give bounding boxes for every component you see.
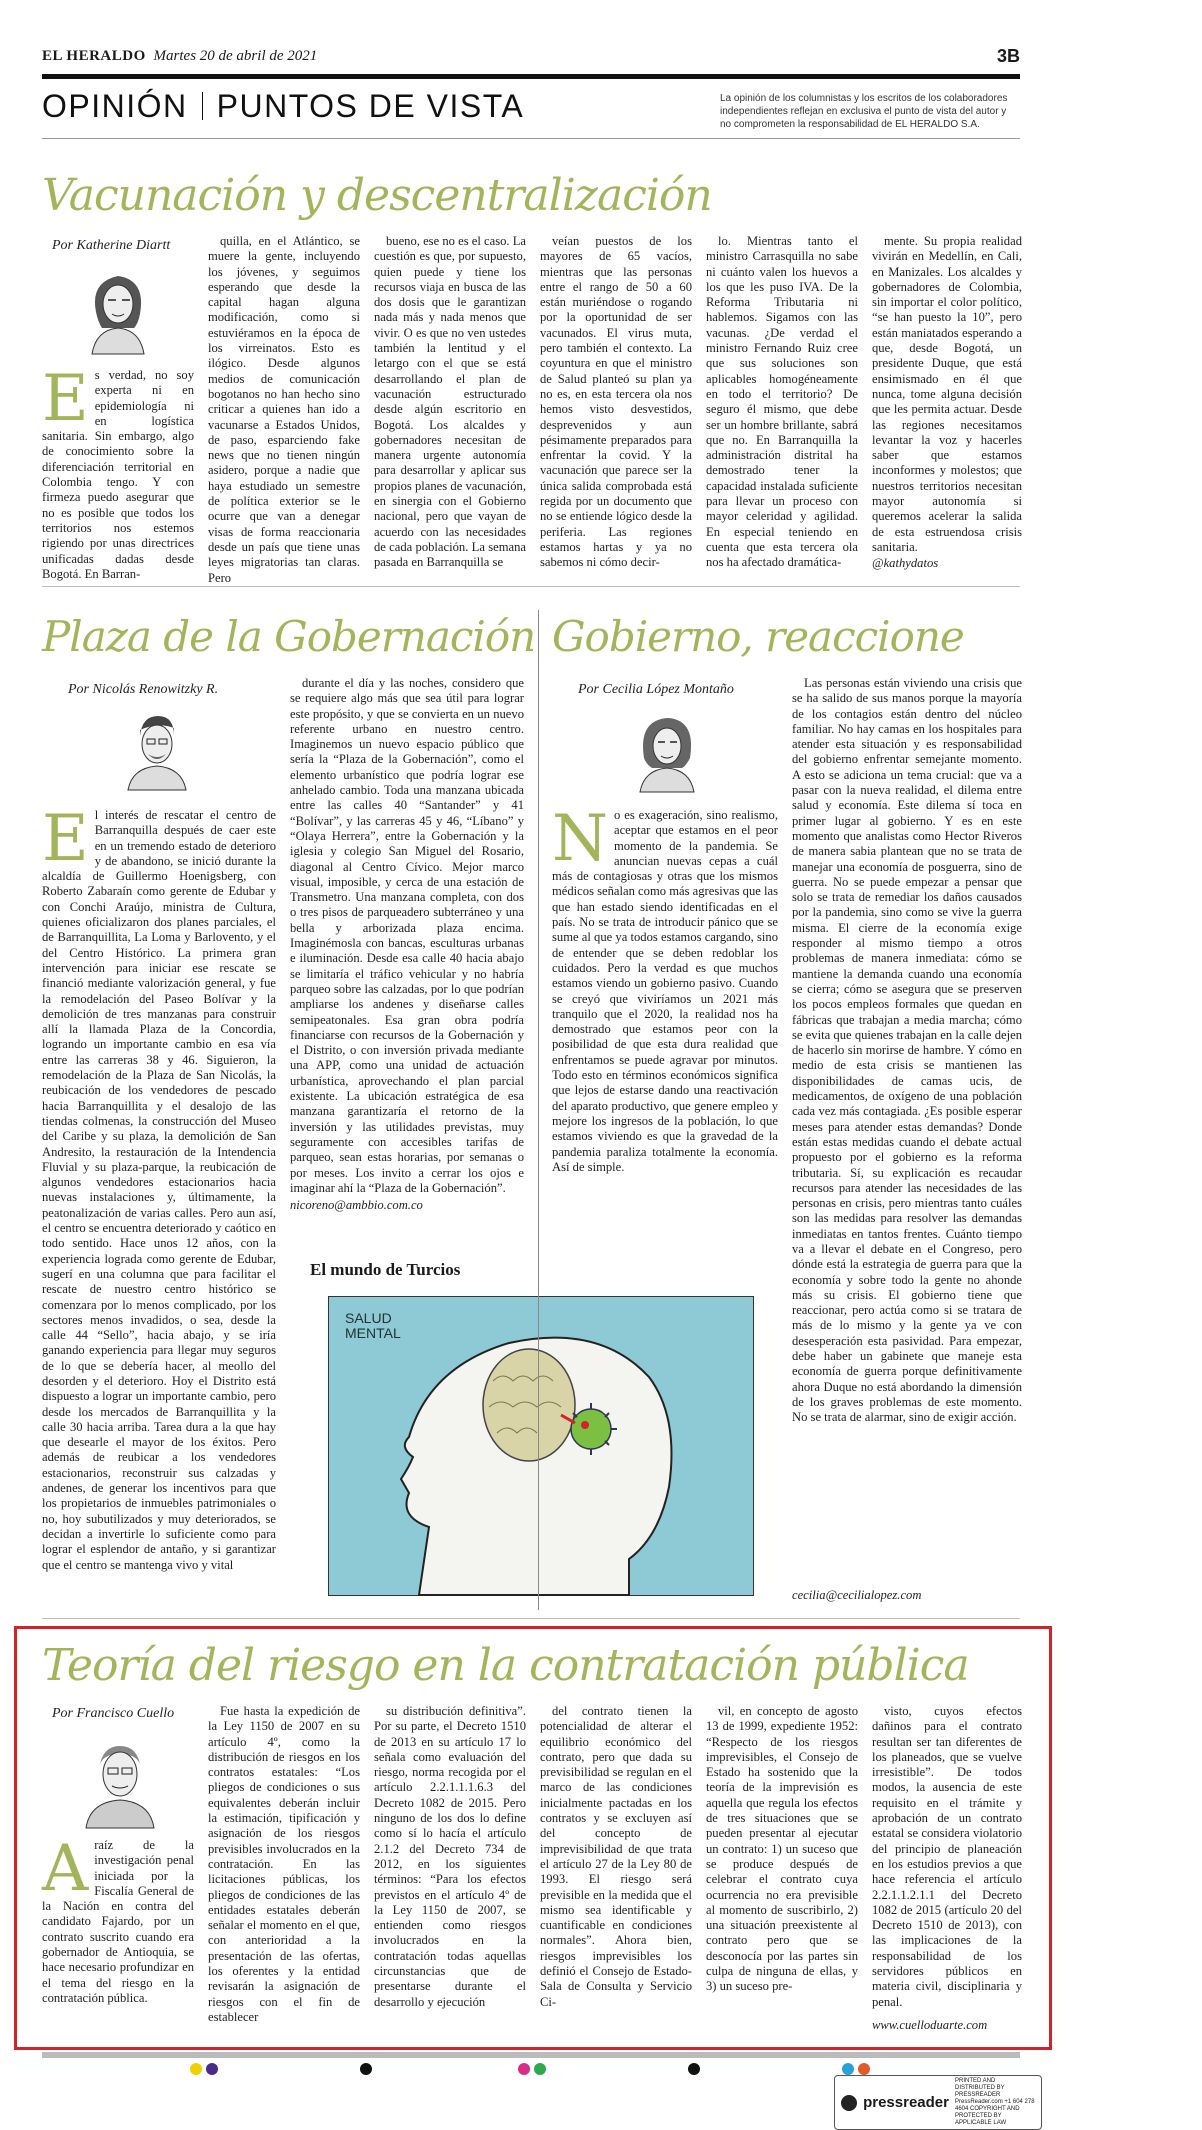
registration-mark (360, 2063, 372, 2075)
paper-name: EL HERALDO (42, 48, 146, 64)
woman-portrait-icon (78, 262, 158, 354)
page-number: 3B (996, 46, 1020, 66)
article-column (706, 234, 858, 568)
article-column (42, 362, 194, 581)
article-column (42, 802, 276, 1598)
registration-mark (190, 2063, 202, 2075)
cartoon-title: El mundo de Turcios (310, 1260, 461, 1279)
page-header (42, 46, 1020, 130)
column-text: l interés de rescatar el centro de Barranquilla después de caer este en un tremendo estado de deterioro y de abandono, se inició durante la alcaldía de Guillermo Hoenigsberg, con Roberto Zabaraín como gerente de Edubar y con Conchi Araújo, ministra de Cultura, quienes oficializaron dos planes parciales, el de Barranquillita, La Loma y Barlovento, y el del Centro Histórico. La primera gran intervención para iniciar ese rescate se financió mediante valorización general, y fue la remodelación del Paseo Bolívar y la demolición de tres manzanas para construir allí la llamada Plaza de la Concordia, logrando un importante cambio en esa vía entre las carreras 38 y 46. Siguieron, la remodelación de la Plaza de San Nicolás, la reubicación de los vendedores de pescado hacia Barranquillita y el desalojo de las tiendas colmenas, la construcción del Museo del Caribe y su plaza, la demolición de San Andresito, la restauración de la Intendencia Fluvial y su plaza-parque, la reubicación de algunos vendedores estacionarios hacia nuevas instalaciones y, últimamente, la peatonalización de varias calles. Pero aun así, el centro se encuentra deteriorado y caótico en todo sentido. Hace unos 12 años, con la experiencia lograda como gerente de Edubar, sugerí en una columna que para facilitar el rescate de nuestro centro histórico se comenzara por lo menos complicado, por los sectores menos invadidos, o sea, desde la calle 44 “Sello”, hacia abajo, y se iría ganando experiencia para llegar muy seguros de lo que se debería hacer, al meollo del desorden y el deterioro. Hoy el Distrito está dispuesto a lograr un importante cambio, pero desde los mercados de Barranquillita y la calle 30 hacia arriba. Tarea dura a la que hay que desearle el mayor de los éxitos. Pero además de reubicar a los vendedores estacionarios, reconstruir sus calzadas y andenes, de generar los incentivos para que los propietarios de inmuebles patrimoniales o no, hoy subutilizados y muy deteriorados, se decidan a invertirle lo suficiente como para lograr el esplendor de antaño, y si garantizar que el centro se mantenga vivo y vital (42, 808, 276, 1572)
author-portrait (628, 706, 706, 792)
pressreader-brand: pressreader (863, 2094, 949, 2111)
cartoon-label-line: MENTAL (345, 1325, 401, 1341)
section-separator (202, 92, 203, 120)
author-portrait (118, 706, 196, 790)
cartoon-label-line: SALUD (345, 1310, 392, 1326)
article-column (872, 234, 1022, 554)
author-signature: www.cuelloduarte.com (872, 2018, 988, 2032)
column-text: bueno, ese no es el caso. La cuestión es que, por supuesto, quien puede y tiene los recursos viaja en busca de las dos dosis que le garantizan nada más y nada menos que vivir. O es que no ven ustedes también la lentitud y el letargo con el que se está desarrollando el plan de vacunación estructurado desde algún escritorio en Bogotá. Los alcaldes y gobernadores necesitan de manera urgente autonomía para desarrollar y aplicar sus propios planes de vacunación, en sinergia con el Gobierno nacional, pero que vayan de acuerdo con las necesidades de cada población. La semana pasada en Barranquilla se (374, 234, 526, 570)
section-title (42, 88, 524, 125)
article-headline: Plaza de la Gobernación (42, 612, 536, 661)
column-text: quilla, en el Atlántico, se muere la gente, incluyendo los jóvenes, y seguimos esperando que desde la capital hagan alguna modificación, como si estuviéramos en la época de los virreinatos. Esto es ilógico. Desde algunos medios de comunicación bogotanos no han hecho sino criticar a quienes han ido a vacunarse a Estados Unidos, de paso, esparciendo fake news que no tienen ningún asidero, porque a nadie que haya estudiado un semestre de política exterior se le ocurre que van a denegar visas de forma reaccionaria desde un país que tiene unas leyes migratorias tan claras. Pero (208, 234, 360, 585)
section-name: OPINIÓN (42, 88, 188, 124)
article-headline: Teoría del riesgo en la contratación pública (42, 1640, 969, 1691)
registration-mark (206, 2063, 218, 2075)
article-column (540, 234, 692, 568)
top-rule (42, 74, 1020, 79)
author-portrait (78, 1730, 162, 1828)
article-column (290, 676, 524, 1195)
cartoon-image (328, 1296, 754, 1596)
article-column (706, 1704, 858, 2034)
article-column (374, 1704, 526, 2034)
article-byline: Por Nicolás Renowitzky R. (68, 682, 219, 697)
column-text: Las personas están viviendo una crisis que se ha salido de sus manos porque la mayoría de los contagios están dentro del núcleo familiar. No hay camas en los hospitales para atender esta situación y es responsabilidad del gobierno enfrentar semejante momento. A esto se adiciona un tema crucial: que va a pasar con la nueva realidad, el dilema entre salud y economía. Este dilema sí toca en primer lugar al gobierno. Y es en este momento que analistas como Hector Riveros de manera sabia plantean que no se trata de manejar una economía de posguerra, sino de guerra. No se puede empezar a pensar que solo se trata de remediar los daños causados por la pandemia, sino como se vive la guerra misma. El cierre de la economía exige responder al mismo tiempo a otros problemas de manera inmediata: cómo se mantiene la demanda cuando una economía se cierra; cómo se asegura que se preserven los pocos empleos formales que quedan en fábricas que trabajan a media marcha; cómo se evita que quienes trabajan en la calle dejen de hacerlo sin morirse de hambre. Y cómo en medio de esta crisis se mantienen las disponibilidades de camas ucis, de medicamentos, de oxígeno de una población cada vez más contagiada. ¿Es posible esperar meses para atender estas demandas? Donde están estas medidas cuando el debate actual propuesto por el gobierno es la reforma tributaria. Sí, su explicación es recaudar recursos para atender las necesidades de las personas en crisis, pero mientras tanto cuáles son las medidas para resolver las demandas inmediatas en tantos frentes. Cuánto tiempo va a llevar el debate en el Congreso, pero dónde está la estrategia de guerra para que la economía y sobre todo la gente no ahonde más su crisis. El gobierno tiene que reaccionar, pero actúa como si se tratara de más de lo mismo y la gente ya ve con desesperación esta pasividad. Para empezar, debe haber un gabinete que maneje esta economía de guerra porque definitivamente ahora Duque no está abordando la dimensión de los graves problemas de este momento. No se trata de alarmar, sino de exigir acción. (792, 676, 1022, 1425)
article-headline: Vacunación y descentralización (42, 170, 712, 221)
man-portrait-icon (118, 706, 196, 790)
column-text: durante el día y las noches, considero que se requiere algo más que sea útil para lograr este propósito, y que se convierta en un nuevo referente urbano en nuestro centro. Imaginemos un nuevo espacio público que sería la “Plaza de la Gobernación”, como el elemento urbanístico que podría lograr ese anhelado cambio. Toda una manzana ubicada entre las calles 40 “Santander” y 41 “Bolívar”, y las carreras 45 y 46, “Líbano” y “Olaya Herrera”, entre la Gobernación y la iglesia y colegio San Miguel del Rosario, diagonal al Centro Cívico. Mejor marco visual, imposible, y cerca de una estación de Transmetro. Una manzana completa, con dos o tres pisos de parqueadero subterráneo y una bella y arborizada plaza encima. Imaginémosla con bancas, esculturas urbanas e iluminación. Desde esa calle 40 hacia abajo se limitaría el tráfico vehicular y no habría parqueo sobre las calzadas, por lo que podrían ampliarse los andenes y diseñarse calles semipeatonales. Esa gran obra podría financiarse con recursos de la Gobernación y el Distrito, o con inversión privada mediante una APP, como una unidad de actuación urbanística, aprovechando el plan parcial existente. La ubicación estratégica de esa manzana garantizaría el retorno de la inversión y las utilidades previstas, muy seguramente con accesibles tarifas de parqueo, sean estas horarias, por semanas o por meses. Los invito a cerrar los ojos e imaginar ahí la “Plaza de la Gobernación”. (290, 676, 524, 1195)
column-text: raíz de la investigación penal iniciada por la Fiscalía General de la Nación en contra del candidato Fajardo, por un contrato suscrito cuando era gobernador de Antioquia, se hace necesario profundizar en el tema del riesgo en la contratación pública. (42, 1838, 194, 2005)
article-column (374, 234, 526, 568)
pressreader-icon (841, 2095, 857, 2111)
registration-mark (534, 2063, 546, 2075)
author-signature: @kathydatos (872, 556, 939, 570)
brain-shape (483, 1349, 575, 1461)
drop-cap: N (552, 802, 608, 876)
column-text: s verdad, no soy experta ni en epidemiología ni en logística sanitaria. Sin embargo, algo de conocimiento sobre la diferenciación territorial en Colombia tengo. Y con firmeza puedo asegurar que no es posible que todos los territorios nos estemos rigiendo por unas directrices unificadas dadas desde Bogotá. En Barran- (42, 368, 194, 581)
article-column (208, 1704, 360, 2034)
issue-date: Martes 20 de abril de 2021 (153, 48, 318, 64)
pressreader-meta: PRINTED AND DISTRIBUTED BY PRESSREADER PressReader.com +1 604 278 4604 COPYRIGHT AND PROTECTED BY APPLICABLE LAW (955, 2078, 1035, 2126)
article-column (208, 234, 360, 585)
drop-cap: E (42, 802, 89, 876)
cartoon-label (345, 1311, 401, 1341)
article-byline: Por Katherine Diartt (52, 238, 171, 253)
article-column (42, 1832, 194, 2030)
header-rule (42, 138, 1020, 139)
editorial-disclaimer: La opinión de los columnistas y los escritos de los colaboradores independientes reflejan en exclusiva el punto de vista del autor y no comprometen la responsabilidad de EL HERALDO S.A. (720, 93, 1008, 130)
column-text: veían puestos de los mayores de 65 vacíos, mientras que las personas entre el rango de 50 a 60 están muriéndose o rogando por la oportunidad de ser vacunados. El virus muta, pero también el contexto. La coyuntura en que el ministro de Salud planteó su plan ya no es, en esta tercera ola nos hemos visto desvestidos, desprevenidos y aun pésimamente preparados para enfrentar la covid. Y la vacunación que parece ser la única salida comprobada está regida por un documento que no se entiende lógico desde la periferia. Las regiones estamos hartas y ya no sabemos ni cómo decir- (540, 234, 692, 570)
article-headline: Gobierno, reaccione (552, 612, 964, 661)
author-signature: cecilia@cecilialopez.com (792, 1588, 922, 1602)
author-portrait (78, 262, 158, 354)
article-column (540, 1704, 692, 2034)
article-column (552, 802, 778, 1188)
section-divider (42, 1618, 1020, 1619)
section-subname: PUNTOS DE VISTA (216, 88, 525, 124)
woman-portrait-icon (628, 706, 706, 792)
column-text: vil, en concepto de agosto 13 de 1999, expediente 1952: “Respecto de los riesgos imprevisibles, el Consejo de Estado ha sostenido que la teoría de la imprevisión es aquella que regula los efectos de tres situaciones que se pueden presentar al ejecutar un contrato: 1) un suceso que se produce después de celebrar el contrato cuya ocurrencia no era previsible al momento de suscribirlo, 2) una situación preexistente al contrato pero que se desconocía por las partes sin culpa de ninguna de ellas, y 3) un suceso pre- (706, 1704, 858, 1994)
pressreader-badge[interactable] (834, 2075, 1042, 2130)
head-silhouette-icon (329, 1297, 753, 1595)
section-divider (42, 586, 1020, 587)
column-text: su distribución definitiva”. Por su parte, el Decreto 1510 de 2013 en su artículo 17 lo señala como evaluación del riesgo, norma recogida por el artículo 2.2.1.1.1.6.3 del Decreto 1082 de 2015. Pero ninguno de los dos lo define como sí lo hacía el artículo 2.1.2 del Decreto 734 de 2012, en los siguientes términos: “Para los efectos previstos en el artículo 4º de la Ley 1150 de 2007, se entienden como riesgos involucrados en la contratación todas aquellas circunstancias que de presentarse durante el desarrollo y ejecución (374, 1704, 526, 2009)
article-byline: Por Francisco Cuello (52, 1706, 175, 1721)
column-text: o es exageración, sino realismo, aceptar que estamos en el peor momento de la pandemia. Se anuncian nuevas cepas a cuál más de contagiosas y otras que los mismos médicos señalan como más agresivas que las que han estado siendo identificadas en el país. No se trata de introducir pánico que se sume al que ya todos estamos cargando, sino de entender que se deben redoblar los cuidados. Pero la verdad es que muchos estamos viendo un gobierno pasivo. Cuando se creyó que viviríamos un 2021 más tranquilo que el 2020, la realidad nos ha demostrado que estamos peor con la posibilidad de que esta dura realidad que enfrentamos se puede agravar por minutos. Todo esto en términos económicos significa que lejos de estarse dando una reactivación del aparato productivo, que genere empleo y mejore los ingresos de la población, lo que estamos viviendo es que la gravedad de la pandemia paraliza totalmente la economía. Así de simple. (552, 808, 778, 1174)
registration-mark (842, 2063, 854, 2075)
column-text: visto, cuyos efectos dañinos para el contrato resultan ser tan diferentes de los planeados, que se vuelve irresistible”. De todos modos, la ausencia de este requisito en el trámite y aprobación de un contrato estatal se considera violatorio del principio de planeación en los estudios previos a que hace referencia el artículo 2.2.1.1.2.1.1 del Decreto 1082 de 2015 (artículo 20 del Decreto 1510 de 2013), con las implicaciones de la responsabilidad de los servidores públicos en materia civil, disciplinaria y penal. (872, 1704, 1022, 2009)
drop-cap: E (42, 362, 89, 436)
article-column (872, 1704, 1022, 2016)
column-text: del contrato tienen la potencialidad de alterar el equilibrio económico del contrato, pero que dada su previsibilidad se regulan en el marco de las condiciones inicialmente pactadas en los contratos y se excluyen así del concepto de imprevisibilidad de que trata el artículo 27 de la Ley 80 de 1993. El riesgo será previsible en la medida que el mismo sea identificable y cuantificable en condiciones normales”. Ahora bien, riesgos imprevisibles los definió el Consejo de Estado- Sala de Consulta y Servicio Ci- (540, 1704, 692, 2009)
registration-mark (688, 2063, 700, 2075)
column-text: mente. Su propia realidad vivirán en Medellín, en Cali, en Manizales. Los alcaldes y gobernadores de Colombia, sin importar el color político, “se han puesto la 10”, pero están maniatados esperando a que, desde Bogotá, un presidente Duque, que está ensimismado en él que nunca, tome alguna decisión que les permita actuar. Desde las regiones necesitamos levantar la voz y hacerles saber que estamos inconformes y molestos; que nuestros territorios necesitan mayor autonomía si queremos acelerar la salida de esta estruendosa crisis sanitaria. (872, 234, 1022, 554)
column-text: lo. Mientras tanto el ministro Carrasquilla no sabe ni cuánto valen los huevos a los que les puso IVA. De la Reforma Tributaria ni hablemos. Sigamos con las vacunas. ¿De verdad el ministro Fernando Ruiz cree que sus soluciones son aplicables homogéneamente en todo el territorio? De seguro él mismo, que debe ser un hombre brillante, sabrá que no. En Barranquilla la administración distrital ha demostrado tener la capacidad instalada suficiente para llevar un proceso con mayor celeridad y agilidad. En especial teniendo en cuenta que esta tercera ola nos ha afectado dramática- (706, 234, 858, 570)
man-portrait-icon (78, 1730, 162, 1828)
article-column (792, 676, 1022, 1588)
bottom-rule (42, 2052, 1020, 2058)
drop-cap: A (42, 1832, 89, 1906)
virus-shape (571, 1409, 611, 1449)
masthead (42, 48, 1020, 65)
registration-mark (858, 2063, 870, 2075)
registration-mark (518, 2063, 530, 2075)
column-divider (538, 610, 539, 1610)
author-signature: nicoreno@ambbio.com.co (290, 1198, 423, 1212)
column-text: Fue hasta la expedición de la Ley 1150 de 2007 en su artículo 4º, como la distribución de riesgos en los contratos estatales: “Los pliegos de condiciones o sus equivalentes deberán incluir la estimación, tipificación y asignación de los riesgos previsibles involucrados en la contratación. En las licitaciones públicas, los pliegos de condiciones de las entidades estatales deberán señalar el momento en el que, con anterioridad a la presentación de las ofertas, los oferentes y la entidad revisarán la asignación de riesgos con el fin de establecer (208, 1704, 360, 2024)
article-byline: Por Cecilia López Montaño (578, 682, 734, 697)
